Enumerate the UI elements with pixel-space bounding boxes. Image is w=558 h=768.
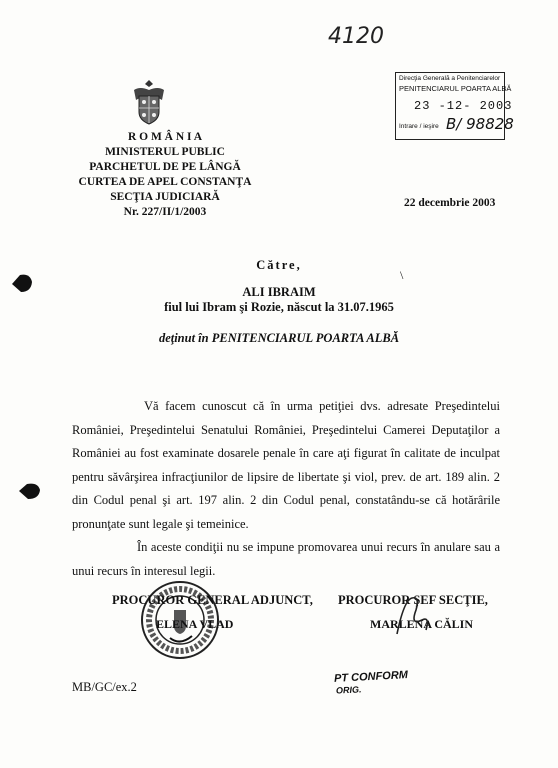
stamp-date: 23 -12- 2003 (414, 99, 513, 113)
stamp-number: B/ 98828 (446, 115, 514, 133)
letterhead (60, 130, 270, 220)
handwritten-number: 4120 (328, 24, 384, 49)
left-signatory-name: ELENA VLAD (156, 617, 234, 631)
letterhead-country: R O M Â N I A (127, 131, 203, 143)
document-reference: MB/GC/ex.2 (72, 680, 137, 694)
letter-body (72, 395, 500, 583)
letterhead-court: CURTEA DE APEL CONSTANŢA (78, 176, 252, 188)
coat-of-arms-icon (130, 78, 168, 126)
stamp-entry-label: Intrare / ieşire (399, 123, 439, 130)
recipient-details: fiul lui Ibram şi Rozie, născut la 31.07.1965 (164, 300, 394, 314)
registration-stamp (395, 72, 514, 140)
body-paragraph-2: În aceste condiţii nu se impune promovarea unui recurs în anulare sau a unui recurs în interesul legii. (72, 540, 500, 578)
signature-scribble-icon (392, 590, 432, 645)
recipient-detention: deţinut în PENITENCIARUL POARTA ALBĂ (158, 331, 400, 345)
letterhead-office: PARCHETUL DE PE LÂNGĂ (89, 161, 241, 173)
document-date: 22 decembrie 2003 (404, 197, 496, 209)
body-paragraph-1: Vă facem cunoscut că în urma petiţiei dvs. adresate Preşedintelui României, Preşedintelui Senatului României, Preşedintelui Camerei Deputaţilor a României au fost examinate dosarele penale în care aţi figurat în calitate de inculpat pentru săvârşirea infracţiunilor de lipsire de libertate şi viol, prev. de art. 189 alin. 2 din Codul penal şi art. 197 alin. 2 din Codul penal, constatându-se că hotărârile pronunţate sunt legale şi temeinice. (72, 399, 500, 531)
left-signatory-title: PROCUROR GENERAL ADJUNCT, (112, 593, 313, 607)
conformity-stamp-sub: ORIG. (335, 684, 362, 696)
stamp-directorate: Direcţia Generală a Penitenciarelor (399, 75, 501, 82)
recipient-name: ALI IBRAIM (242, 285, 316, 299)
conformity-stamp: PT CONFORM (333, 669, 409, 685)
right-signatory-title: PROCUROR ŞEF SECŢIE, (338, 593, 488, 607)
stamp-prison: PENITENCIARUL POARTA ALBĂ (399, 84, 512, 93)
letterhead-section: SECŢIA JUDICIARĂ (110, 191, 220, 203)
stray-mark-icon: \ (400, 268, 404, 282)
punch-hole-icon (18, 481, 42, 501)
letterhead-number: Nr. 227/II/1/2003 (123, 206, 207, 218)
right-signatory-name: MARLENA CĂLIN (370, 617, 474, 631)
recipient-salutation: Către, (256, 258, 302, 272)
letterhead-ministry: MINISTERUL PUBLIC (105, 146, 225, 158)
